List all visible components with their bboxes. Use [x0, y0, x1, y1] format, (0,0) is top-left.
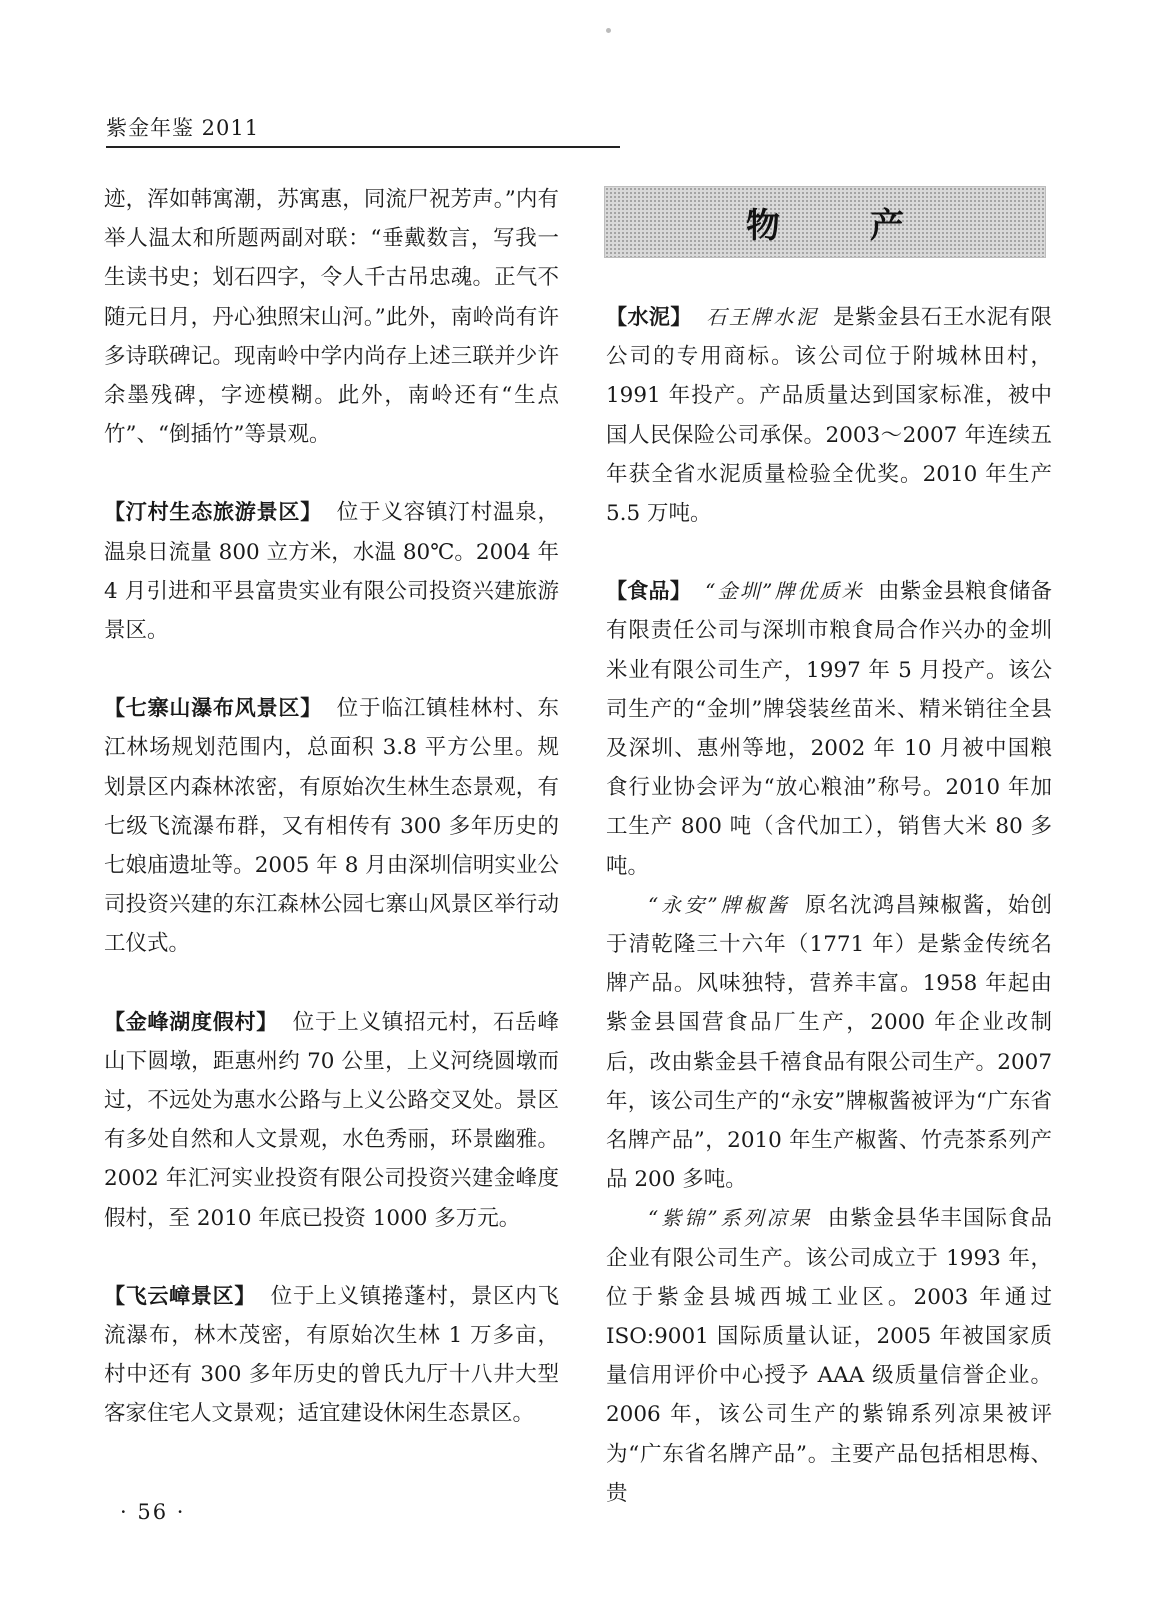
- banner-title: 物产: [746, 205, 994, 246]
- entry-heading: 【水泥】: [606, 305, 692, 329]
- entry-text: 位于临江镇桂林村、东江林场规划范围内，总面积 3.8 平方公里。规划景区内森林浓密，有原始次生林生态景观，有七级飞流瀑布群，又有相传有 300 多年历史的七娘庙遗址等。2005 年 8 月由深圳信明实业公司投资兴建的东江森林公园七寨山风景区举行动工仪式。: [104, 696, 559, 957]
- running-header: [106, 112, 620, 142]
- left-column: [104, 180, 559, 1434]
- section-banner: [604, 186, 1046, 258]
- right-column: [606, 298, 1052, 1513]
- entry-text: 位于义容镇汀村温泉，温泉日流量 800 立方米，水温 80℃。2004 年 4 月引进和平县富贵实业有限公司投资兴建旅游景区。: [104, 500, 559, 644]
- product-name: 石王牌水泥: [705, 305, 819, 329]
- entry-feiyunzhang: [104, 1277, 559, 1434]
- entry-jinfenghu: [104, 1003, 559, 1238]
- product-fruit: [606, 1199, 1052, 1513]
- entry-cement: [606, 298, 1052, 533]
- entry-text: 原名沈鸿昌辣椒酱，始创于清乾隆三十六年（1771 年）是紫金传统名牌产品。风味独特，营养丰富。1958 年起由紫金县国营食品厂生产，2000 年企业改制后，改由紫金县千禧食品有限公司生产。2007 年，该公司生产的“永安”牌椒酱被评为“广东省名牌产品”，2010 年生产椒酱、竹壳茶系列产品 200 多吨。: [606, 892, 1052, 1193]
- entry-text: 位于上义镇招元村，石岳峰山下圆墩，距惠州约 70 公里，上义河绕圆墩而过，不远处为惠水公路与上义公路交叉处。景区有多处自然和人文景观，水色秀丽，环景幽雅。2002 年汇河实业投资有限公司投资兴建金峰度假村，至 2010 年底已投资 1000 多万元。: [104, 1009, 559, 1231]
- entry-text: 是紫金县石王水泥有限公司的专用商标。该公司位于附城林田村，1991 年投产。产品质量达到国家标准，被中国人民保险公司承保。2003～2007 年连续五年获全省水泥质量检验全优奖。2010 年生产5.5 万吨。: [606, 305, 1052, 527]
- product-name: “永安”牌椒酱: [648, 892, 790, 917]
- scan-speck: [606, 28, 611, 33]
- product-sauce: [606, 886, 1052, 1200]
- entry-tingcun: [104, 493, 559, 650]
- continuation-paragraph: [104, 180, 559, 454]
- header-title: 紫金年鉴 2011: [106, 116, 260, 140]
- entry-text: 由紫金县粮食储备有限责任公司与深圳市粮食局合作兴办的金圳米业有限公司生产，1997 年 5 月投产。该公司生产的“金圳”牌袋装丝苗米、精米销往全县及深圳、惠州等地，2002 年 10 月被中国粮食行业协会评为“放心粮油”称号。2010 年加工生产 800 吨（含代加工），销售大米 80 多吨。: [606, 579, 1052, 879]
- entry-food: [606, 572, 1052, 1513]
- entry-heading: 【汀村生态旅游景区】: [104, 500, 322, 525]
- entry-heading: 【金峰湖度假村】: [104, 1009, 278, 1034]
- entry-text: 位于上义镇捲蓬村，景区内飞流瀑布，林木茂密，有原始次生林 1 万多亩，村中还有 300 多年历史的曾氏九厅十八井大型客家住宅人文景观；适宜建设休闲生态景区。: [104, 1283, 559, 1427]
- entry-heading: 【飞云嶂景区】: [104, 1283, 257, 1308]
- entry-qizhaishan: [104, 689, 559, 963]
- page-number: · 56 ·: [120, 1500, 186, 1524]
- entry-heading: 【七寨山瀑布风景区】: [104, 696, 322, 721]
- header-rule: [106, 146, 620, 148]
- entry-heading: 【食品】: [606, 579, 692, 604]
- continuation-text: 迹，浑如韩寓潮，苏寓惠，同流尸祝芳声。”内有举人温太和所题两副对联：“垂戴数言，写我一生读书史；划石四字，令人千古吊忠魂。正气不随元日月，丹心独照宋山河。”此外，南岭尚有许多诗联碑记。现南岭中学内尚存上述三联并少许余墨残碑，字迹模糊。此外，南岭还有“生点竹”、“倒插竹”等景观。: [104, 187, 559, 448]
- product-name: “金圳”牌优质米: [705, 579, 864, 604]
- entry-text: 由紫金县华丰国际食品企业有限公司生产。该公司成立于 1993 年，位于紫金县城西城工业区。2003 年通过 ISO:9001 国际质量认证，2005 年被国家质量信用评价中心授予 AAA 级质量信誉企业。2006 年，该公司生产的紫锦系列凉果被评为“广东省名牌产品”。主要产品包括相思梅、贵: [606, 1206, 1052, 1506]
- product-name: “紫锦”系列凉果: [648, 1206, 813, 1231]
